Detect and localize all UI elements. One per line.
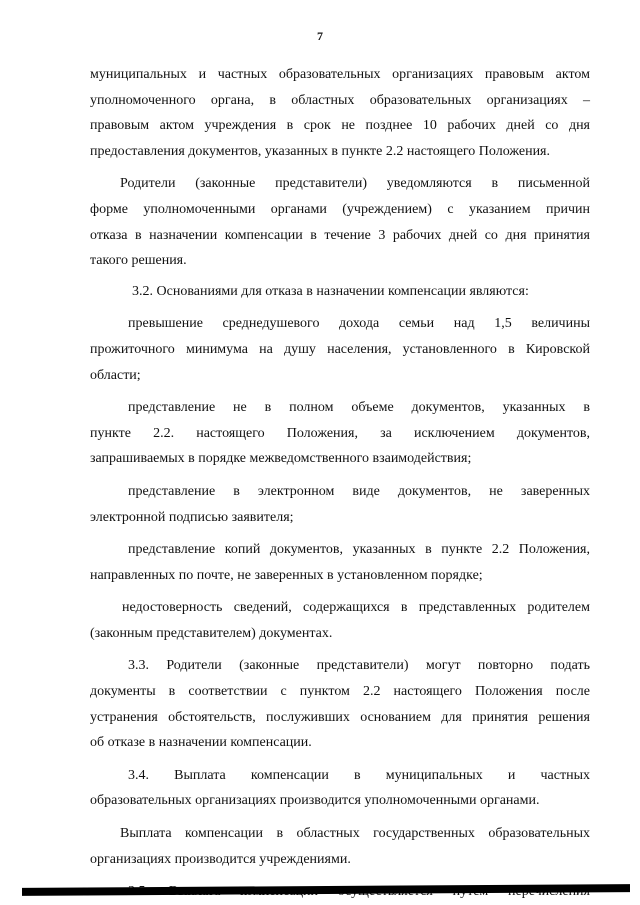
text-line: превышение среднедушевого дохода семьи над 1,5 величины [128,316,590,332]
text-line: представление в электронном виде документов, не заверенных [128,483,590,499]
text-line: образовательных организациях производится уполномоченными органами. [90,793,540,809]
text-line: пункте 2.2. настоящего Положения, за исключением документов, [90,425,590,441]
text-line: правовым актом учреждения в срок не позднее 10 рабочих дней со дня [90,118,590,134]
text-line: форме уполномоченными органами (учреждением) с указанием причин [90,201,590,217]
text-line: электронной подписью заявителя; [90,509,294,525]
page-number: 7 [317,29,323,43]
text-line: уполномоченного органа, в областных образовательных организациях – [90,92,590,108]
text-line: об отказе в назначении компенсации. [90,735,312,751]
section-heading [90,279,590,305]
text-line: 3.3. Родители (законные представители) могут повторно подать [128,658,590,674]
list-item [90,537,590,588]
text-line: муниципальных и частных образовательных организациях правовым актом [90,67,590,82]
list-item [90,395,590,472]
text-line: прожиточного минимума на душу населения, установленного в Кировской [90,341,590,357]
text-line: организациях производится учреждениями. [90,851,351,867]
text-line: 3.2. Основаниями для отказа в назначении компенсации являются: [132,283,529,299]
text-line: такого решения. [90,253,187,269]
list-item [90,595,590,646]
paragraph [90,821,590,872]
text-line: предоставления документов, указанных в пункте 2.2 настоящего Положения. [90,143,550,159]
list-item [90,311,590,388]
paragraph [90,171,590,273]
text-line: устранения обстоятельств, послуживших основанием для принятия решения [90,709,590,725]
text-line: направленных по почте, не заверенных в установленном порядке; [90,567,483,583]
text-line: (законным представителем) документах. [90,625,333,641]
text-line: представление не в полном объеме документов, указанных в [128,400,590,416]
text-line: запрашиваемых в порядке межведомственного взаимодействия; [90,451,472,467]
document-body [90,62,590,905]
text-line: области; [90,367,141,383]
list-item [90,479,590,530]
text-line: представление копий документов, указанных в пункте 2.2 Положения, [128,542,590,558]
text-line: Родители (законные представители) уведомляются в письменной [120,176,590,192]
text-line: недостоверность сведений, содержащихся в представленных родителем [122,600,590,616]
text-line: отказа в назначении компенсации в течение 3 рабочих дней со дня принятия [90,227,590,243]
paragraph [90,62,590,164]
section-paragraph [90,653,590,755]
text-line: документы в соответствии с пунктом 2.2 настоящего Положения после [90,684,590,700]
section-paragraph [90,763,590,814]
text-line: Выплата компенсации в областных государственных образовательных [120,826,590,842]
text-line: 3.4. Выплата компенсации в муниципальных и частных [128,767,590,783]
